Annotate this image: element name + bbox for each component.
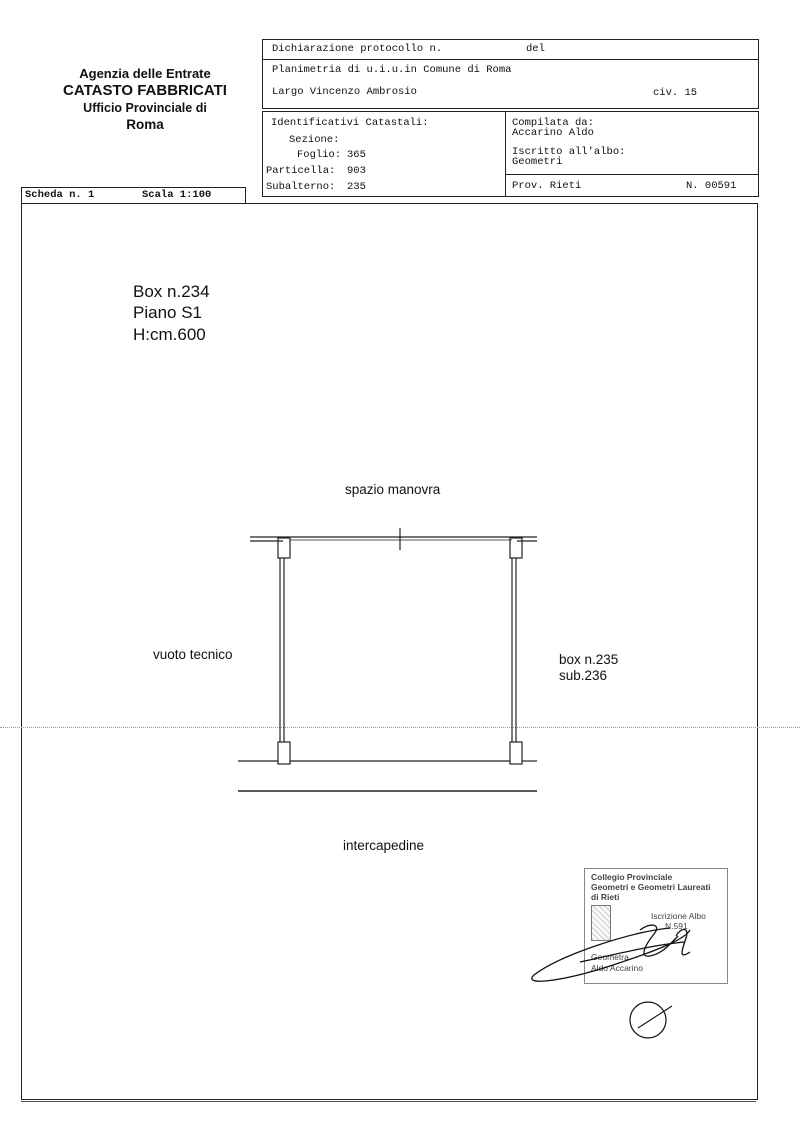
intercapedine-label: intercapedine — [343, 838, 425, 853]
adjacent-box-sub: sub.236 — [559, 668, 608, 684]
particella-value: 903 — [347, 165, 366, 177]
box-name: Box n.234 — [133, 282, 210, 301]
spazio-manovra-label: spazio manovra — [345, 482, 441, 497]
stamp-line5: N.591 — [665, 921, 688, 931]
iscritto-label: Iscritto all'albo: — [512, 146, 626, 158]
compilata-title: Compilata da: — [512, 117, 594, 129]
planimetria-label: Planimetria di u.i.u.in Comune di Roma — [272, 64, 512, 76]
identificativi-title: Identificativi Catastali: — [271, 117, 429, 129]
box-piano: Piano S1 — [133, 303, 202, 323]
adjacent-box-name: box n.235 — [559, 652, 619, 667]
address-label: Largo Vincenzo Ambrosio — [272, 86, 417, 98]
sezione-label: Sezione: — [289, 134, 340, 146]
subalterno-value: 235 — [347, 181, 366, 193]
scala-label: Scala 1:100 — [142, 189, 212, 201]
pillar-bottom-right — [510, 742, 522, 764]
del-label: del — [526, 43, 545, 55]
agency-name: Agenzia delle Entrate — [79, 66, 211, 81]
dichiarazione-label: Dichiarazione protocollo n. — [272, 43, 443, 55]
subalterno-label: Subalterno: — [266, 181, 336, 193]
stamp-line7: Aldo Accarino — [591, 963, 643, 973]
compilata-name: Accarino Aldo — [512, 127, 594, 139]
albo-value: Geometri — [512, 156, 563, 168]
stamp-line2: Geometri e Geometri Laureati — [591, 882, 711, 892]
signature-icon — [520, 900, 720, 1000]
circle-mark-icon — [626, 996, 676, 1044]
box-altezza: H:cm.600 — [133, 324, 206, 344]
catasto-title: CATASTO FABBRICATI — [63, 82, 227, 100]
stamp-line3: di Rieti — [591, 892, 620, 902]
stamp-line6: Geometra — [591, 952, 629, 962]
civico-label: civ. 15 — [653, 87, 698, 99]
stamp-line4: Iscrizione Albo — [651, 911, 706, 921]
numero-label: N. 00591 — [686, 180, 737, 192]
prov-label: Prov. Rieti — [512, 180, 582, 192]
foglio-label: Foglio: — [297, 149, 342, 161]
foglio-value: 365 — [347, 149, 366, 161]
vuoto-tecnico-label: vuoto tecnico — [153, 647, 233, 662]
ufficio-city: Roma — [126, 116, 164, 132]
scheda-label: Scheda n. 1 — [25, 189, 95, 201]
ufficio-label: Ufficio Provinciale di — [83, 101, 207, 115]
stamp-line1: Collegio Provinciale — [591, 872, 673, 882]
pillar-bottom-left — [278, 742, 290, 764]
particella-label: Particella: — [266, 165, 336, 177]
